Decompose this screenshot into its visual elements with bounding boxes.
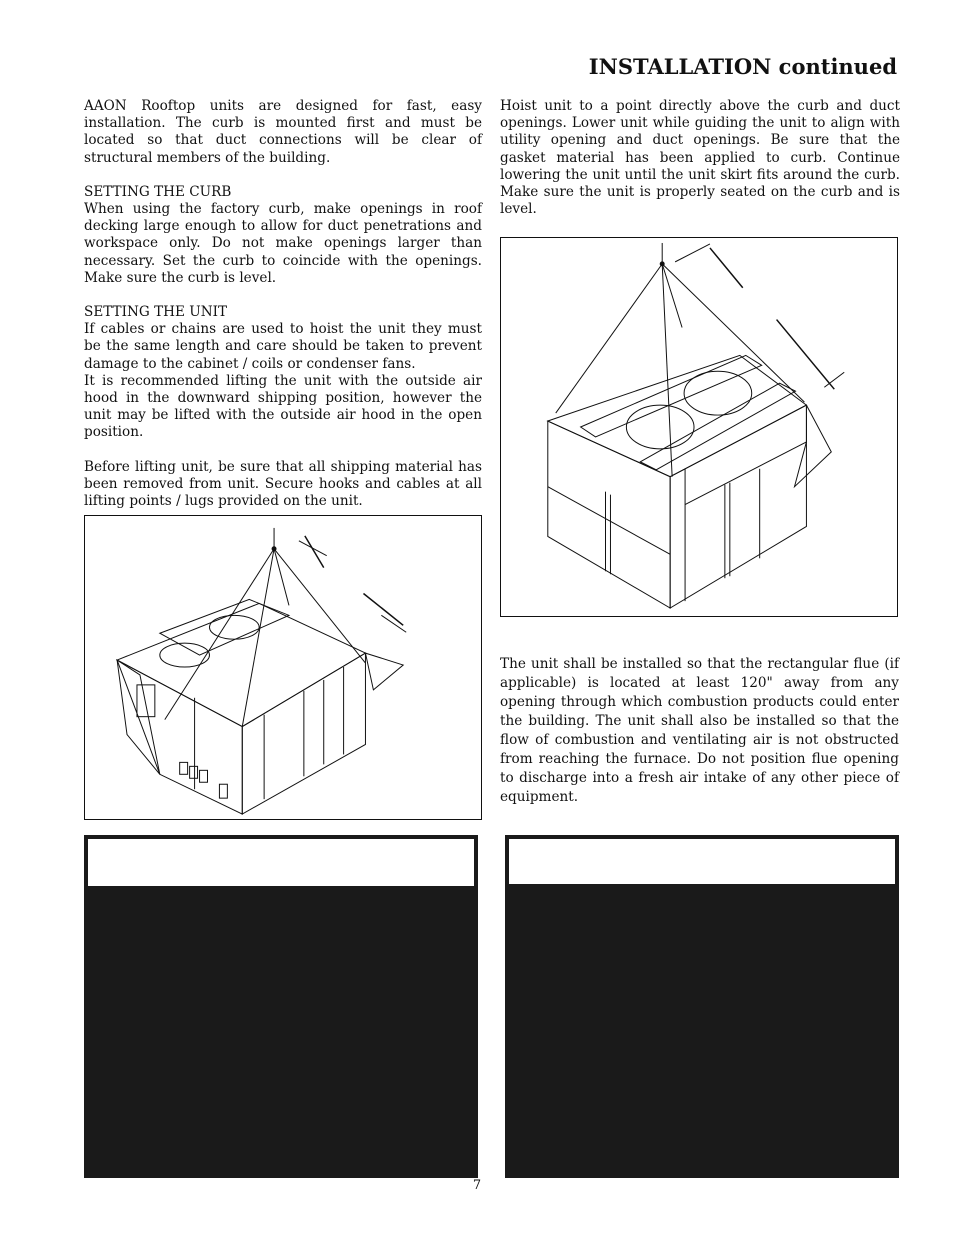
page-title: INSTALLATION continued xyxy=(588,54,897,79)
setting-unit-paragraph-3: Before lifting unit, be sure that all shipping material has been removed from unit. Secure hooks and cables at all lifting points / lugs provided on the unit. xyxy=(84,458,482,510)
left-text-column xyxy=(84,98,482,510)
setting-unit-heading: SETTING THE UNIT xyxy=(84,304,228,321)
warning-box-right xyxy=(505,835,899,1178)
setting-unit-paragraph-2: It is recommended lifting the unit with the outside air hood in the downward shipping position, however the unit may be lifted with the outside air hood in the open position. xyxy=(84,372,482,441)
flue-paragraph: The unit shall be installed so that the rectangular flue (if applicable) is located at least 120" away from any opening through which combustion products could enter the building. The unit shall also be installed so that the flow of combustion and ventilating air is not obstructed from reaching the furnace. Do not position flue opening to discharge into a fresh air intake of any other piece of equipment. xyxy=(500,656,899,805)
right-text-column-middle xyxy=(500,655,899,807)
rooftop-unit-curb-illustration xyxy=(501,238,897,616)
setting-curb-paragraph: When using the factory curb, make openings in roof decking large enough to allow for duct penetrations and workspace only. Do not make openings larger than necessary. Set the curb to coincide with the openings. Make sure the curb is level. xyxy=(84,201,482,286)
lowering-unit-figure-right xyxy=(500,237,898,617)
lifting-unit-figure-left xyxy=(84,515,482,820)
right-text-column-top xyxy=(500,98,900,218)
setting-unit-paragraph-1: If cables or chains are used to hoist the unit they must be the same length and care should be taken to prevent damage to the cabinet / coils or condenser fans. xyxy=(84,321,482,372)
warning-box-right-header xyxy=(508,838,896,885)
warning-box-left xyxy=(84,835,478,1178)
page-number: 7 xyxy=(472,1178,482,1193)
rooftop-unit-lifting-illustration xyxy=(85,516,481,819)
warning-box-left-header xyxy=(87,838,475,887)
setting-curb-heading: SETTING THE CURB xyxy=(84,183,232,200)
hoist-paragraph: Hoist unit to a point directly above the curb and duct openings. Lower unit while guiding the unit to align with utility opening and duct openings. Be sure that the gasket material has been applied to curb. Continue lowering the unit until the unit skirt fits around the curb. Make sure the unit is properly seated on the curb and is level. xyxy=(500,98,900,218)
intro-paragraph: AAON Rooftop units are designed for fast, easy installation. The curb is mounted first and must be located so that duct connections will be clear of structural members of the building. xyxy=(84,98,482,166)
